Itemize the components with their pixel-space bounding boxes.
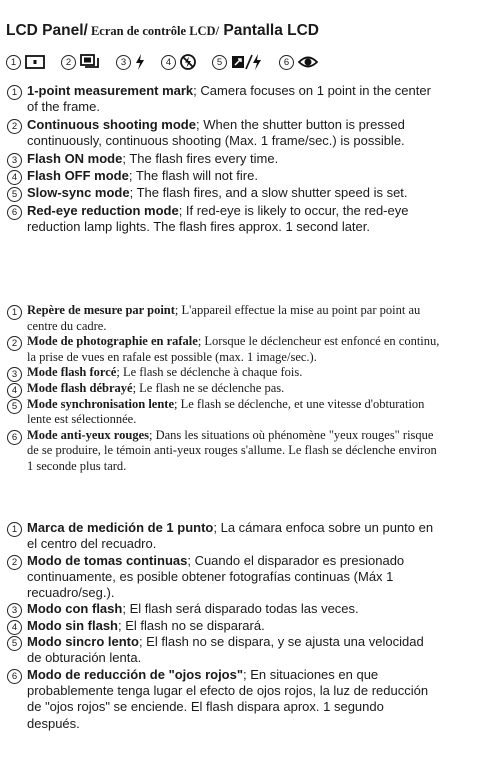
item-text: ; El flash no se dispara, y se ajusta una velocidad de obturación lenta. — [27, 634, 424, 666]
title-french: Ecran de contrôle LCD/ — [87, 24, 220, 38]
circled-number: 3 — [116, 55, 131, 70]
item-text: ; Le flash se déclenche à chaque fois. — [116, 365, 303, 380]
circled-number: 3 — [7, 603, 22, 618]
item-text: ; Lorsque le déclencheur est enfoncé en continu, la prise de vues en rafale est possible (max. 1 image/sec.). — [27, 334, 440, 364]
lcd-icon-legend — [6, 54, 334, 70]
circled-number: 2 — [61, 55, 76, 70]
english-descriptions — [6, 83, 440, 237]
title-english: LCD Panel/ — [6, 22, 88, 39]
circled-number: 6 — [7, 205, 22, 220]
item-text: ; The flash will not fire. — [128, 168, 258, 184]
circled-number: 1 — [6, 55, 21, 70]
list-item — [6, 334, 440, 365]
item-term: Mode synchronisation lente — [27, 396, 174, 411]
flash-off-icon — [180, 54, 196, 70]
item-text: ; La cámara enfoca sobre un punto en el centro del recuadro. — [27, 520, 434, 552]
circled-number: 6 — [279, 55, 294, 70]
legend-item-6 — [279, 55, 318, 70]
item-text: ; L'appareil effectue la mise au point par point au centre du cadre. — [27, 303, 421, 333]
item-text: ; Le flash se déclenche, et une vitesse d'obturation lente est sélectionnée. — [27, 396, 425, 427]
list-item — [6, 303, 440, 334]
item-term: Mode flash forcé — [27, 365, 117, 380]
circled-number: 4 — [161, 55, 176, 70]
item-term: Mode anti-yeux rouges — [27, 427, 149, 442]
1-point-measurement-mark-icon — [25, 55, 45, 69]
item-term: Modo de tomas continuas — [27, 552, 188, 568]
spanish-descriptions — [6, 520, 440, 732]
list-item — [6, 667, 440, 732]
circled-number: 2 — [7, 336, 22, 351]
list-item — [6, 397, 440, 428]
red-eye-reduction-icon — [298, 55, 318, 69]
item-term: Modo de reducción de "ojos rojos" — [27, 666, 244, 682]
list-item — [6, 185, 440, 201]
circled-number: 5 — [7, 399, 22, 414]
list-item — [6, 365, 440, 381]
legend-item-5 — [212, 54, 263, 70]
item-term: Flash ON mode — [27, 150, 123, 166]
legend-item-4 — [161, 54, 196, 70]
item-text: ; Camera focuses on 1 point in the center of the frame. — [27, 83, 431, 115]
circled-number: 5 — [7, 187, 22, 202]
item-term: Red-eye reduction mode — [27, 202, 179, 218]
item-text: ; Dans les situations où phénomène "yeux rouges" risque de se produire, le témoin anti-yeux rouges s'allume. Le flash se déclenche environ 1 seconde plus tard. — [27, 427, 437, 473]
list-item — [6, 117, 440, 150]
legend-item-3 — [116, 54, 145, 70]
list-item — [6, 618, 440, 634]
circled-number: 6 — [7, 669, 22, 684]
list-item — [6, 520, 440, 553]
circled-number: 3 — [7, 153, 22, 168]
list-item — [6, 428, 440, 475]
list-item — [6, 634, 440, 667]
page-title — [6, 22, 319, 40]
circled-number: 5 — [7, 636, 22, 651]
item-term: Modo sincro lento — [27, 634, 139, 650]
list-item — [6, 601, 440, 617]
circled-number: 4 — [7, 620, 22, 635]
item-term: 1-point measurement mark — [27, 83, 194, 98]
flash-on-icon — [135, 54, 145, 70]
list-item — [6, 83, 440, 116]
list-item — [6, 203, 440, 236]
circled-number: 6 — [7, 430, 22, 445]
item-term: Modo con flash — [27, 601, 123, 617]
slow-sync-icon — [231, 54, 263, 70]
item-term: Repère de mesure par point — [27, 303, 175, 317]
item-text: ; The flash fires, and a slow shutter speed is set. — [129, 185, 408, 201]
circled-number: 5 — [212, 55, 227, 70]
title-spanish: Pantalla LCD — [219, 22, 319, 39]
list-item — [6, 168, 440, 184]
legend-item-1 — [6, 55, 45, 70]
list-item — [6, 381, 440, 397]
circled-number: 2 — [7, 555, 22, 570]
item-text: ; If red-eye is likely to occur, the red-eye reduction lamp lights. The flash fires approx. 1 second later. — [27, 202, 409, 235]
circled-number: 3 — [7, 367, 22, 382]
item-text: ; En situaciones en que probablemente tenga lugar el efecto de ojos rojos, la luz de reducción de "ojos rojos" se enciende. El flash dispara aprox. 1 segundo después. — [27, 666, 429, 731]
circled-number: 1 — [7, 522, 22, 537]
item-text: ; El flash será disparado todas las veces. — [122, 601, 359, 617]
legend-item-2 — [61, 54, 100, 70]
list-item — [6, 151, 440, 167]
item-text: ; Cuando el disparador es presionado continuamente, es posible obtener fotografías continuas (Máx 1 recuadro/seg.). — [27, 552, 405, 601]
circled-number: 4 — [7, 383, 22, 398]
item-text: ; When the shutter button is pressed continuously, continuous shooting (Max. 1 frame/sec.) is possible. — [27, 116, 405, 149]
continuous-shooting-icon — [80, 54, 100, 70]
item-term: Mode de photographie en rafale — [27, 334, 198, 349]
item-term: Flash OFF mode — [27, 168, 129, 184]
item-text: ; The flash fires every time. — [122, 150, 279, 166]
item-text: ; El flash no se disparará. — [118, 617, 265, 633]
circled-number: 4 — [7, 170, 22, 185]
french-descriptions — [6, 303, 440, 475]
item-term: Slow-sync mode — [27, 185, 130, 201]
circled-number: 1 — [7, 85, 22, 100]
item-term: Continuous shooting mode — [27, 116, 196, 132]
circled-number: 2 — [7, 119, 22, 134]
item-text: ; Le flash ne se déclenche pas. — [132, 380, 285, 395]
item-term: Modo sin flash — [27, 617, 118, 633]
item-term: Marca de medición de 1 punto — [27, 520, 214, 535]
item-term: Mode flash débrayé — [27, 380, 133, 395]
circled-number: 1 — [7, 305, 22, 320]
list-item — [6, 553, 440, 602]
